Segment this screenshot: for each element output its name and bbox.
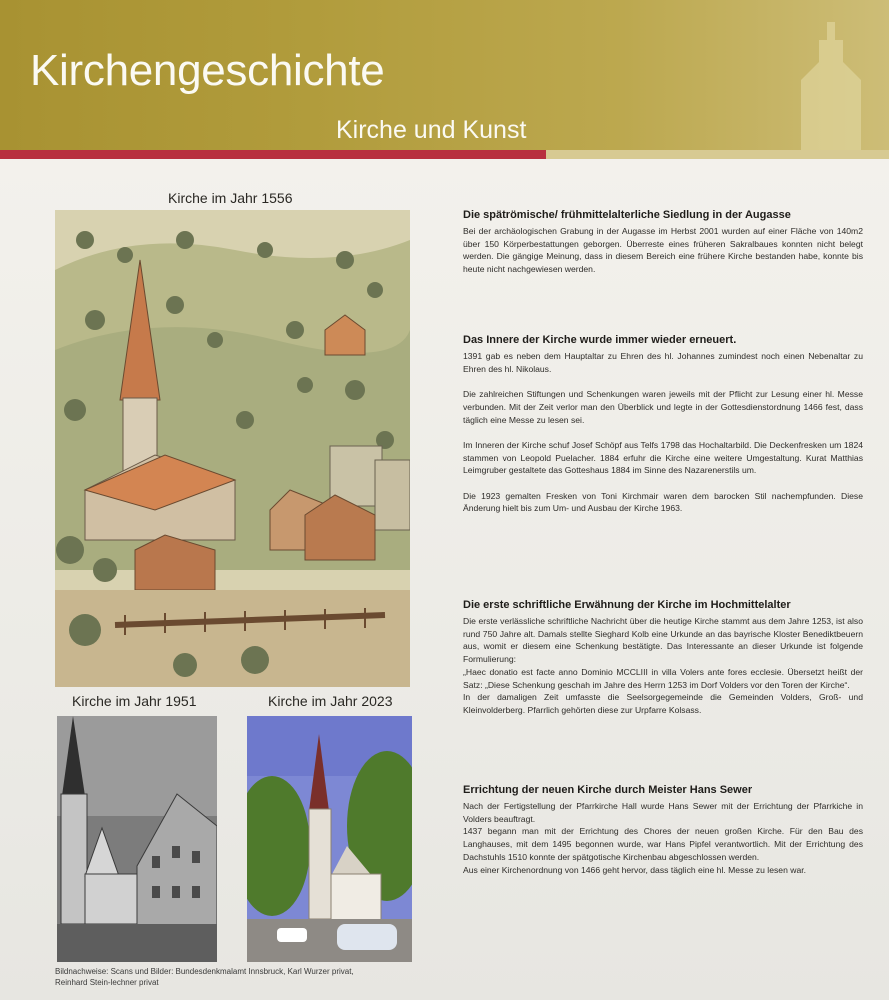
- header-banner: [0, 0, 889, 150]
- section-heading: Das Innere der Kirche wurde immer wieder erneuert.: [463, 334, 737, 346]
- section-paragraph: 1391 gab es neben dem Hauptaltar zu Ehren des hl. Johannes zumindest noch einen Nebenaltar zu Ehren des hl. Nikolaus.: [463, 351, 863, 374]
- image-credits: Bildnachweise: Scans und Bilder: Bundesdenkmalamt Innsbruck, Karl Wurzer privat, Reinhard Stein-lechner privat: [55, 967, 354, 987]
- church-silhouette-icon: [791, 22, 871, 150]
- section-paragraph: Aus einer Kirchenordnung von 1466 geht hervor, dass täglich eine hl. Messe zu lesen war.: [463, 864, 807, 875]
- section-first-mention: [463, 598, 863, 717]
- page-subtitle: Kirche und Kunst: [336, 116, 527, 144]
- section-paragraph: Bei der archäologischen Grabung in der Augasse im Herbst 2001 wurden auf einer Fläche von 140m2 über 150 Körperbestattungen geborgen. Überreste eines früheren Sakralbaues konnten nicht belegt werden. Die gängige Meinung, dass in diesem Bereich eine frühere Kirche bestanden habe, konnte bis heute nicht nachgewiesen werden.: [463, 226, 863, 275]
- church-1556-drawing: [55, 210, 410, 687]
- header-divider: [0, 150, 546, 159]
- section-paragraph: In der damaligen Zeit umfasste die Seelsorgegemeinde die Gemeinden Volders, Groß- und Kleinvolderberg. Pfarrlich gehörten diese zur Urpfarre Kolsass.: [463, 692, 863, 715]
- section-paragraph: Die zahlreichen Stiftungen und Schenkungen waren jeweils mit der Pflicht zur Lesung einer hl. Messe verbunden. Mit der Zeit verlor man den Überblick und legte in der Gottesdienstordnung 1466 fest, dass täglich eine Messe zu lesen sei.: [463, 389, 863, 425]
- section-hans-sewer: [463, 783, 863, 876]
- section-paragraph: Die 1923 gemalten Fresken von Toni Kirchmair waren dem barocken Stil nachempfunden. Diese Änderung hielt bis zum Um- und Ausbau der Kirche 1963.: [463, 490, 863, 514]
- section-heading: Die spätrömische/ frühmittelalterliche Siedlung in der Augasse: [463, 209, 791, 221]
- page-title: Kirchengeschichte: [30, 46, 385, 95]
- section-interior: [463, 333, 863, 515]
- caption-1951: Kirche im Jahr 1951: [72, 693, 197, 709]
- church-1951-photo: [57, 716, 217, 962]
- section-quote: „Haec donatio est facte anno Dominio MCCLIII in villa Volers ante fores ecclesie. Übersetzt heißt der Satz: „Diese Schenkung geschah im Jahre des Herrn 1253 im Dorf Volders vor den Toren der Kirche“.: [463, 666, 863, 690]
- section-paragraph: Die erste verlässliche schriftliche Nachricht über die heutige Kirche stammt aus dem Jahre 1253, ist also rund 750 Jahre alt. Damals stellte Sieghard Kolb eine Urkunde an das bayrische Kloster Benediktbeuern aus, womit er diesem eine Schenkung bestätigte. Das Interessante an dieser Urkunde ist folgende Formulierung:: [463, 616, 863, 665]
- church-2023-photo: [247, 716, 412, 962]
- section-heading: Die erste schriftliche Erwähnung der Kirche im Hochmittelalter: [463, 599, 791, 611]
- header-divider-right: [546, 150, 889, 159]
- caption-2023: Kirche im Jahr 2023: [268, 693, 393, 709]
- section-paragraph: 1437 begann man mit der Errichtung des Chores der neuen großen Kirche. Für den Bau des Langhauses, mit dem 1495 begonnen wurde, war Hans Pipfel verantwortlich. Mit der Errichtung des Dachstuhls 1510 konnte der spätgotische Kirchenbau abgeschlossen werden.: [463, 826, 863, 862]
- caption-1556: Kirche im Jahr 1556: [168, 190, 293, 206]
- section-augasse: [463, 208, 863, 276]
- section-paragraph: Im Inneren der Kirche schuf Josef Schöpf aus Telfs 1798 das Hochaltarbild. Die Deckenfresken um 1824 stammen von Leopold Puelacher. 1884 erfuhr die Kirche eine weitere Umgestaltung. Kurat Matthias Leimgruber gestaltete das Gotteshaus 1884 im Sinne des Nazarenerstils um.: [463, 439, 863, 476]
- section-heading: Errichtung der neuen Kirche durch Meister Hans Sewer: [463, 784, 753, 796]
- section-paragraph: Nach der Fertigstellung der Pfarrkirche Hall wurde Hans Sewer mit der Errichtung der Pfarrkiche in Volders beauftragt.: [463, 801, 863, 824]
